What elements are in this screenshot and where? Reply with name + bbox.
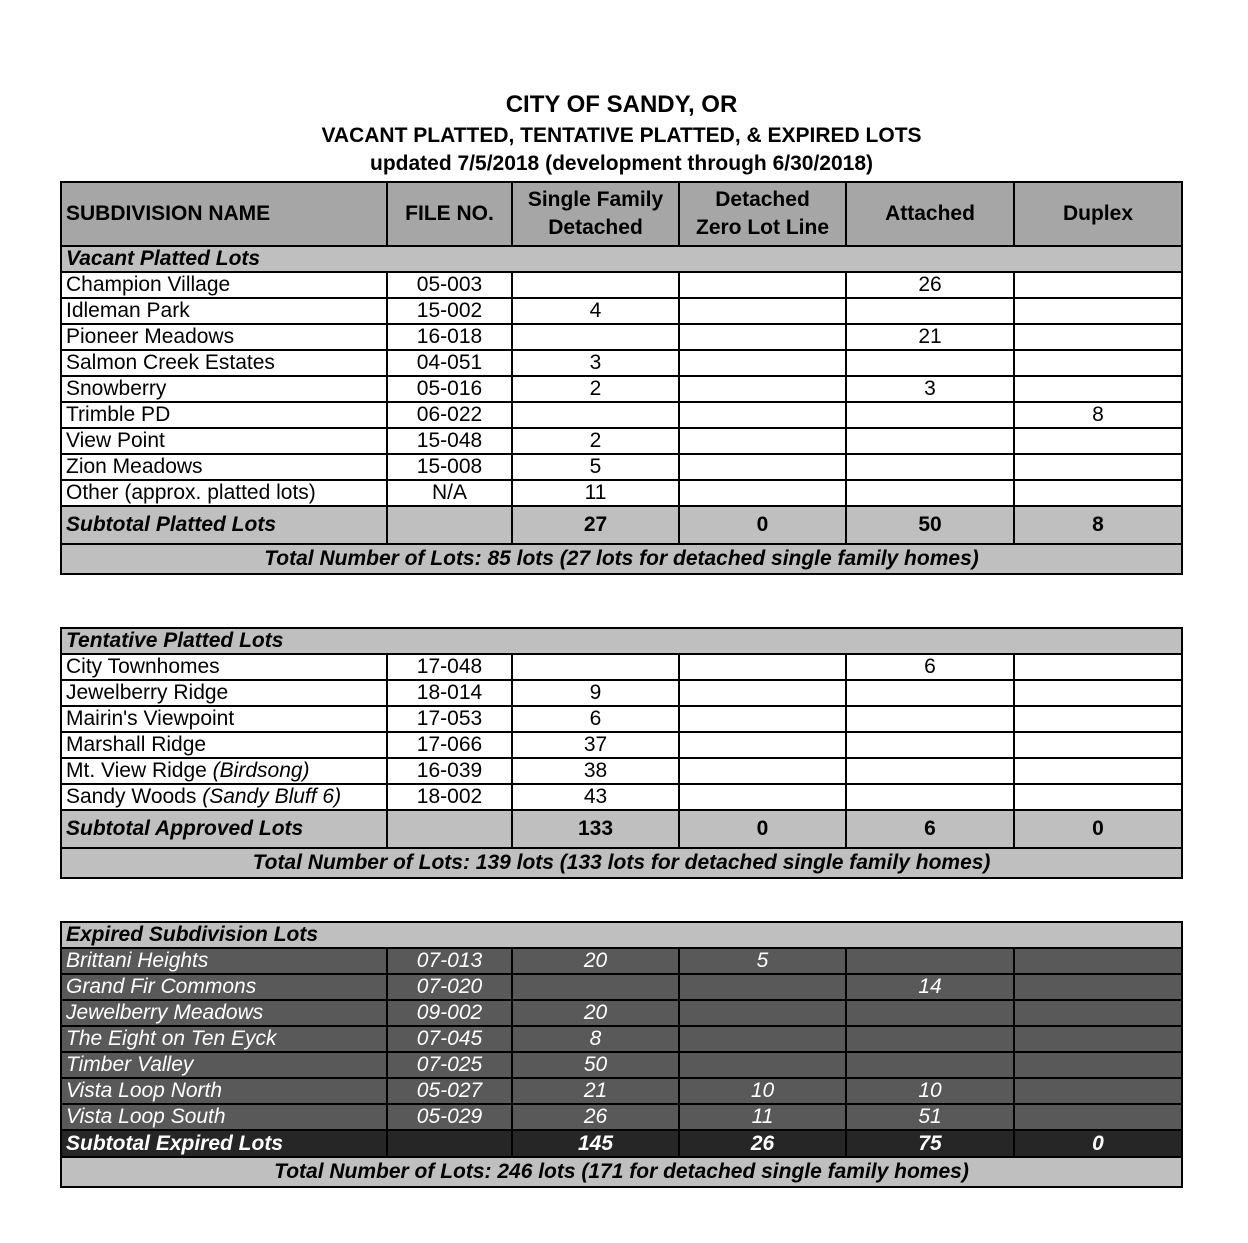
zero-lot-line-cell (679, 428, 846, 454)
attached-cell: 51 (846, 1104, 1014, 1130)
subdivision-name: Pioneer Meadows (61, 324, 387, 350)
single-family-detached-cell: 43 (512, 784, 679, 810)
file-no-cell: 17-048 (387, 654, 512, 680)
table-row (61, 1052, 1182, 1078)
zero-lot-line-cell (679, 350, 846, 376)
subdivision-name: Snowberry (61, 376, 387, 402)
update-date: updated 7/5/2018 (development through 6/30/2018) (370, 152, 873, 175)
attached-cell (846, 1026, 1014, 1052)
attached-cell (846, 402, 1014, 428)
file-no-cell: 15-048 (387, 428, 512, 454)
zero-lot-line-cell: 10 (679, 1078, 846, 1104)
col-subdivision-name: SUBDIVISION NAME (61, 182, 387, 246)
tentative-platted-table (60, 627, 1183, 879)
single-family-detached-cell: 20 (512, 948, 679, 974)
table-row (61, 480, 1182, 506)
document-title-block (0, 88, 1243, 178)
attached-cell: 21 (846, 324, 1014, 350)
duplex-cell (1014, 1026, 1182, 1052)
single-family-detached-cell: 3 (512, 350, 679, 376)
subdivision-name: Sandy Woods (Sandy Bluff 6) (61, 784, 387, 810)
zero-lot-line-cell (679, 402, 846, 428)
table-row (61, 732, 1182, 758)
single-family-detached-cell: 2 (512, 376, 679, 402)
duplex-cell (1014, 454, 1182, 480)
attached-cell (846, 706, 1014, 732)
duplex-cell (1014, 1078, 1182, 1104)
table-row (61, 654, 1182, 680)
duplex-cell (1014, 480, 1182, 506)
subdivision-name: Vista Loop North (61, 1078, 387, 1104)
zero-lot-line-cell (679, 1000, 846, 1026)
duplex-cell (1014, 706, 1182, 732)
file-no-cell: 07-045 (387, 1026, 512, 1052)
single-family-detached-cell (512, 272, 679, 298)
duplex-cell (1014, 680, 1182, 706)
section-label-tentative: Tentative Platted Lots (61, 628, 1182, 654)
duplex-cell (1014, 758, 1182, 784)
subdivision-name: The Eight on Ten Eyck (61, 1026, 387, 1052)
single-family-detached-cell (512, 974, 679, 1000)
table-row (61, 428, 1182, 454)
subtotal-row: Subtotal Platted Lots 27 0 50 8 (61, 506, 1182, 544)
single-family-detached-cell: 38 (512, 758, 679, 784)
duplex-cell (1014, 784, 1182, 810)
subdivision-name: Timber Valley (61, 1052, 387, 1078)
file-no-cell: 18-002 (387, 784, 512, 810)
total-row: Total Number of Lots: 85 lots (27 lots for detached single family homes) (61, 544, 1182, 574)
file-no-cell: 05-029 (387, 1104, 512, 1130)
single-family-detached-cell (512, 402, 679, 428)
zero-lot-line-cell (679, 758, 846, 784)
file-no-cell: N/A (387, 480, 512, 506)
zero-lot-line-cell (679, 298, 846, 324)
attached-cell: 10 (846, 1078, 1014, 1104)
subdivision-name: Mairin's Viewpoint (61, 706, 387, 732)
duplex-cell (1014, 1104, 1182, 1130)
attached-cell (846, 784, 1014, 810)
table-row (61, 680, 1182, 706)
subdivision-name: Jewelberry Meadows (61, 1000, 387, 1026)
attached-cell: 14 (846, 974, 1014, 1000)
single-family-detached-cell: 6 (512, 706, 679, 732)
file-no-cell: 17-053 (387, 706, 512, 732)
table-row (61, 784, 1182, 810)
table-row (61, 974, 1182, 1000)
table-row (61, 1026, 1182, 1052)
single-family-detached-cell: 8 (512, 1026, 679, 1052)
zero-lot-line-cell (679, 974, 846, 1000)
zero-lot-line-cell (679, 454, 846, 480)
attached-cell (846, 454, 1014, 480)
file-no-cell: 05-003 (387, 272, 512, 298)
single-family-detached-cell: 4 (512, 298, 679, 324)
col-single-family-detached: Single Family Detached (512, 182, 679, 246)
subdivision-name: Trimble PD (61, 402, 387, 428)
single-family-detached-cell: 11 (512, 480, 679, 506)
attached-cell (846, 758, 1014, 784)
zero-lot-line-cell (679, 376, 846, 402)
duplex-cell (1014, 324, 1182, 350)
duplex-cell (1014, 376, 1182, 402)
zero-lot-line-cell (679, 480, 846, 506)
subdivision-name: Idleman Park (61, 298, 387, 324)
subdivision-alias: (Sandy Bluff 6) (202, 785, 342, 808)
subdivision-name: City Townhomes (61, 654, 387, 680)
table-row (61, 706, 1182, 732)
col-attached: Attached (846, 182, 1014, 246)
page-title: CITY OF SANDY, OR (505, 91, 738, 118)
file-no-cell: 07-025 (387, 1052, 512, 1078)
table-row (61, 324, 1182, 350)
attached-cell (846, 1052, 1014, 1078)
attached-cell (846, 948, 1014, 974)
zero-lot-line-cell (679, 272, 846, 298)
vacant-platted-table (60, 181, 1183, 575)
subdivision-name: Vista Loop South (61, 1104, 387, 1130)
subdivision-name: Brittani Heights (61, 948, 387, 974)
single-family-detached-cell: 5 (512, 454, 679, 480)
attached-cell: 26 (846, 272, 1014, 298)
subdivision-alias: (Birdsong) (212, 759, 310, 782)
duplex-cell (1014, 654, 1182, 680)
table-row (61, 1104, 1182, 1130)
duplex-cell (1014, 298, 1182, 324)
table-row (61, 948, 1182, 974)
file-no-cell: 04-051 (387, 350, 512, 376)
attached-cell (846, 680, 1014, 706)
single-family-detached-cell: 37 (512, 732, 679, 758)
attached-cell (846, 350, 1014, 376)
single-family-detached-cell: 26 (512, 1104, 679, 1130)
zero-lot-line-cell: 5 (679, 948, 846, 974)
zero-lot-line-cell (679, 732, 846, 758)
table-row (61, 1000, 1182, 1026)
total-row: Total Number of Lots: 139 lots (133 lots for detached single family homes) (61, 848, 1182, 878)
subtotal-row: Subtotal Expired Lots 145 26 75 0 (61, 1130, 1182, 1157)
attached-cell (846, 1000, 1014, 1026)
table-row (61, 758, 1182, 784)
file-no-cell: 07-020 (387, 974, 512, 1000)
subdivision-name: View Point (61, 428, 387, 454)
attached-cell: 6 (846, 654, 1014, 680)
duplex-cell (1014, 974, 1182, 1000)
attached-cell (846, 732, 1014, 758)
file-no-cell: 09-002 (387, 1000, 512, 1026)
col-duplex: Duplex (1014, 182, 1182, 246)
zero-lot-line-cell (679, 706, 846, 732)
duplex-cell (1014, 272, 1182, 298)
single-family-detached-cell: 9 (512, 680, 679, 706)
zero-lot-line-cell (679, 784, 846, 810)
single-family-detached-cell: 20 (512, 1000, 679, 1026)
total-row: Total Number of Lots: 246 lots (171 for detached single family homes) (61, 1157, 1182, 1187)
subdivision-name: Jewelberry Ridge (61, 680, 387, 706)
subdivision-name: Salmon Creek Estates (61, 350, 387, 376)
zero-lot-line-cell (679, 680, 846, 706)
file-no-cell: 15-008 (387, 454, 512, 480)
file-no-cell: 07-013 (387, 948, 512, 974)
attached-cell (846, 428, 1014, 454)
table-row (61, 376, 1182, 402)
subtotal-row: Subtotal Approved Lots 133 0 6 0 (61, 810, 1182, 848)
column-header-row (61, 182, 1182, 246)
attached-cell (846, 480, 1014, 506)
single-family-detached-cell (512, 324, 679, 350)
table-row (61, 1078, 1182, 1104)
subdivision-name: Champion Village (61, 272, 387, 298)
zero-lot-line-cell: 11 (679, 1104, 846, 1130)
attached-cell: 3 (846, 376, 1014, 402)
file-no-cell: 05-027 (387, 1078, 512, 1104)
section-label-vacant: Vacant Platted Lots (61, 246, 1182, 272)
subdivision-name: Other (approx. platted lots) (61, 480, 387, 506)
single-family-detached-cell: 2 (512, 428, 679, 454)
file-no-cell: 16-018 (387, 324, 512, 350)
zero-lot-line-cell (679, 654, 846, 680)
col-file-no: FILE NO. (387, 182, 512, 246)
duplex-cell (1014, 1000, 1182, 1026)
table-row (61, 402, 1182, 428)
file-no-cell: 16-039 (387, 758, 512, 784)
file-no-cell: 15-002 (387, 298, 512, 324)
subdivision-name: Zion Meadows (61, 454, 387, 480)
single-family-detached-cell (512, 654, 679, 680)
subdivision-name: Grand Fir Commons (61, 974, 387, 1000)
file-no-cell: 05-016 (387, 376, 512, 402)
attached-cell (846, 298, 1014, 324)
file-no-cell: 18-014 (387, 680, 512, 706)
duplex-cell (1014, 1052, 1182, 1078)
zero-lot-line-cell (679, 324, 846, 350)
zero-lot-line-cell (679, 1052, 846, 1078)
subdivision-name: Mt. View Ridge (Birdsong) (61, 758, 387, 784)
table-row (61, 350, 1182, 376)
file-no-cell: 17-066 (387, 732, 512, 758)
duplex-cell (1014, 350, 1182, 376)
single-family-detached-cell: 21 (512, 1078, 679, 1104)
single-family-detached-cell: 50 (512, 1052, 679, 1078)
duplex-cell (1014, 732, 1182, 758)
section-label-expired: Expired Subdivision Lots (61, 922, 1182, 948)
file-no-cell: 06-022 (387, 402, 512, 428)
subdivision-name: Marshall Ridge (61, 732, 387, 758)
page-subtitle: VACANT PLATTED, TENTATIVE PLATTED, & EXPIRED LOTS (321, 124, 922, 147)
duplex-cell (1014, 948, 1182, 974)
table-row (61, 454, 1182, 480)
expired-subdivision-table (60, 921, 1183, 1188)
duplex-cell (1014, 428, 1182, 454)
col-zero-lot-line: Detached Zero Lot Line (679, 182, 846, 246)
duplex-cell: 8 (1014, 402, 1182, 428)
table-row (61, 272, 1182, 298)
table-row (61, 298, 1182, 324)
zero-lot-line-cell (679, 1026, 846, 1052)
